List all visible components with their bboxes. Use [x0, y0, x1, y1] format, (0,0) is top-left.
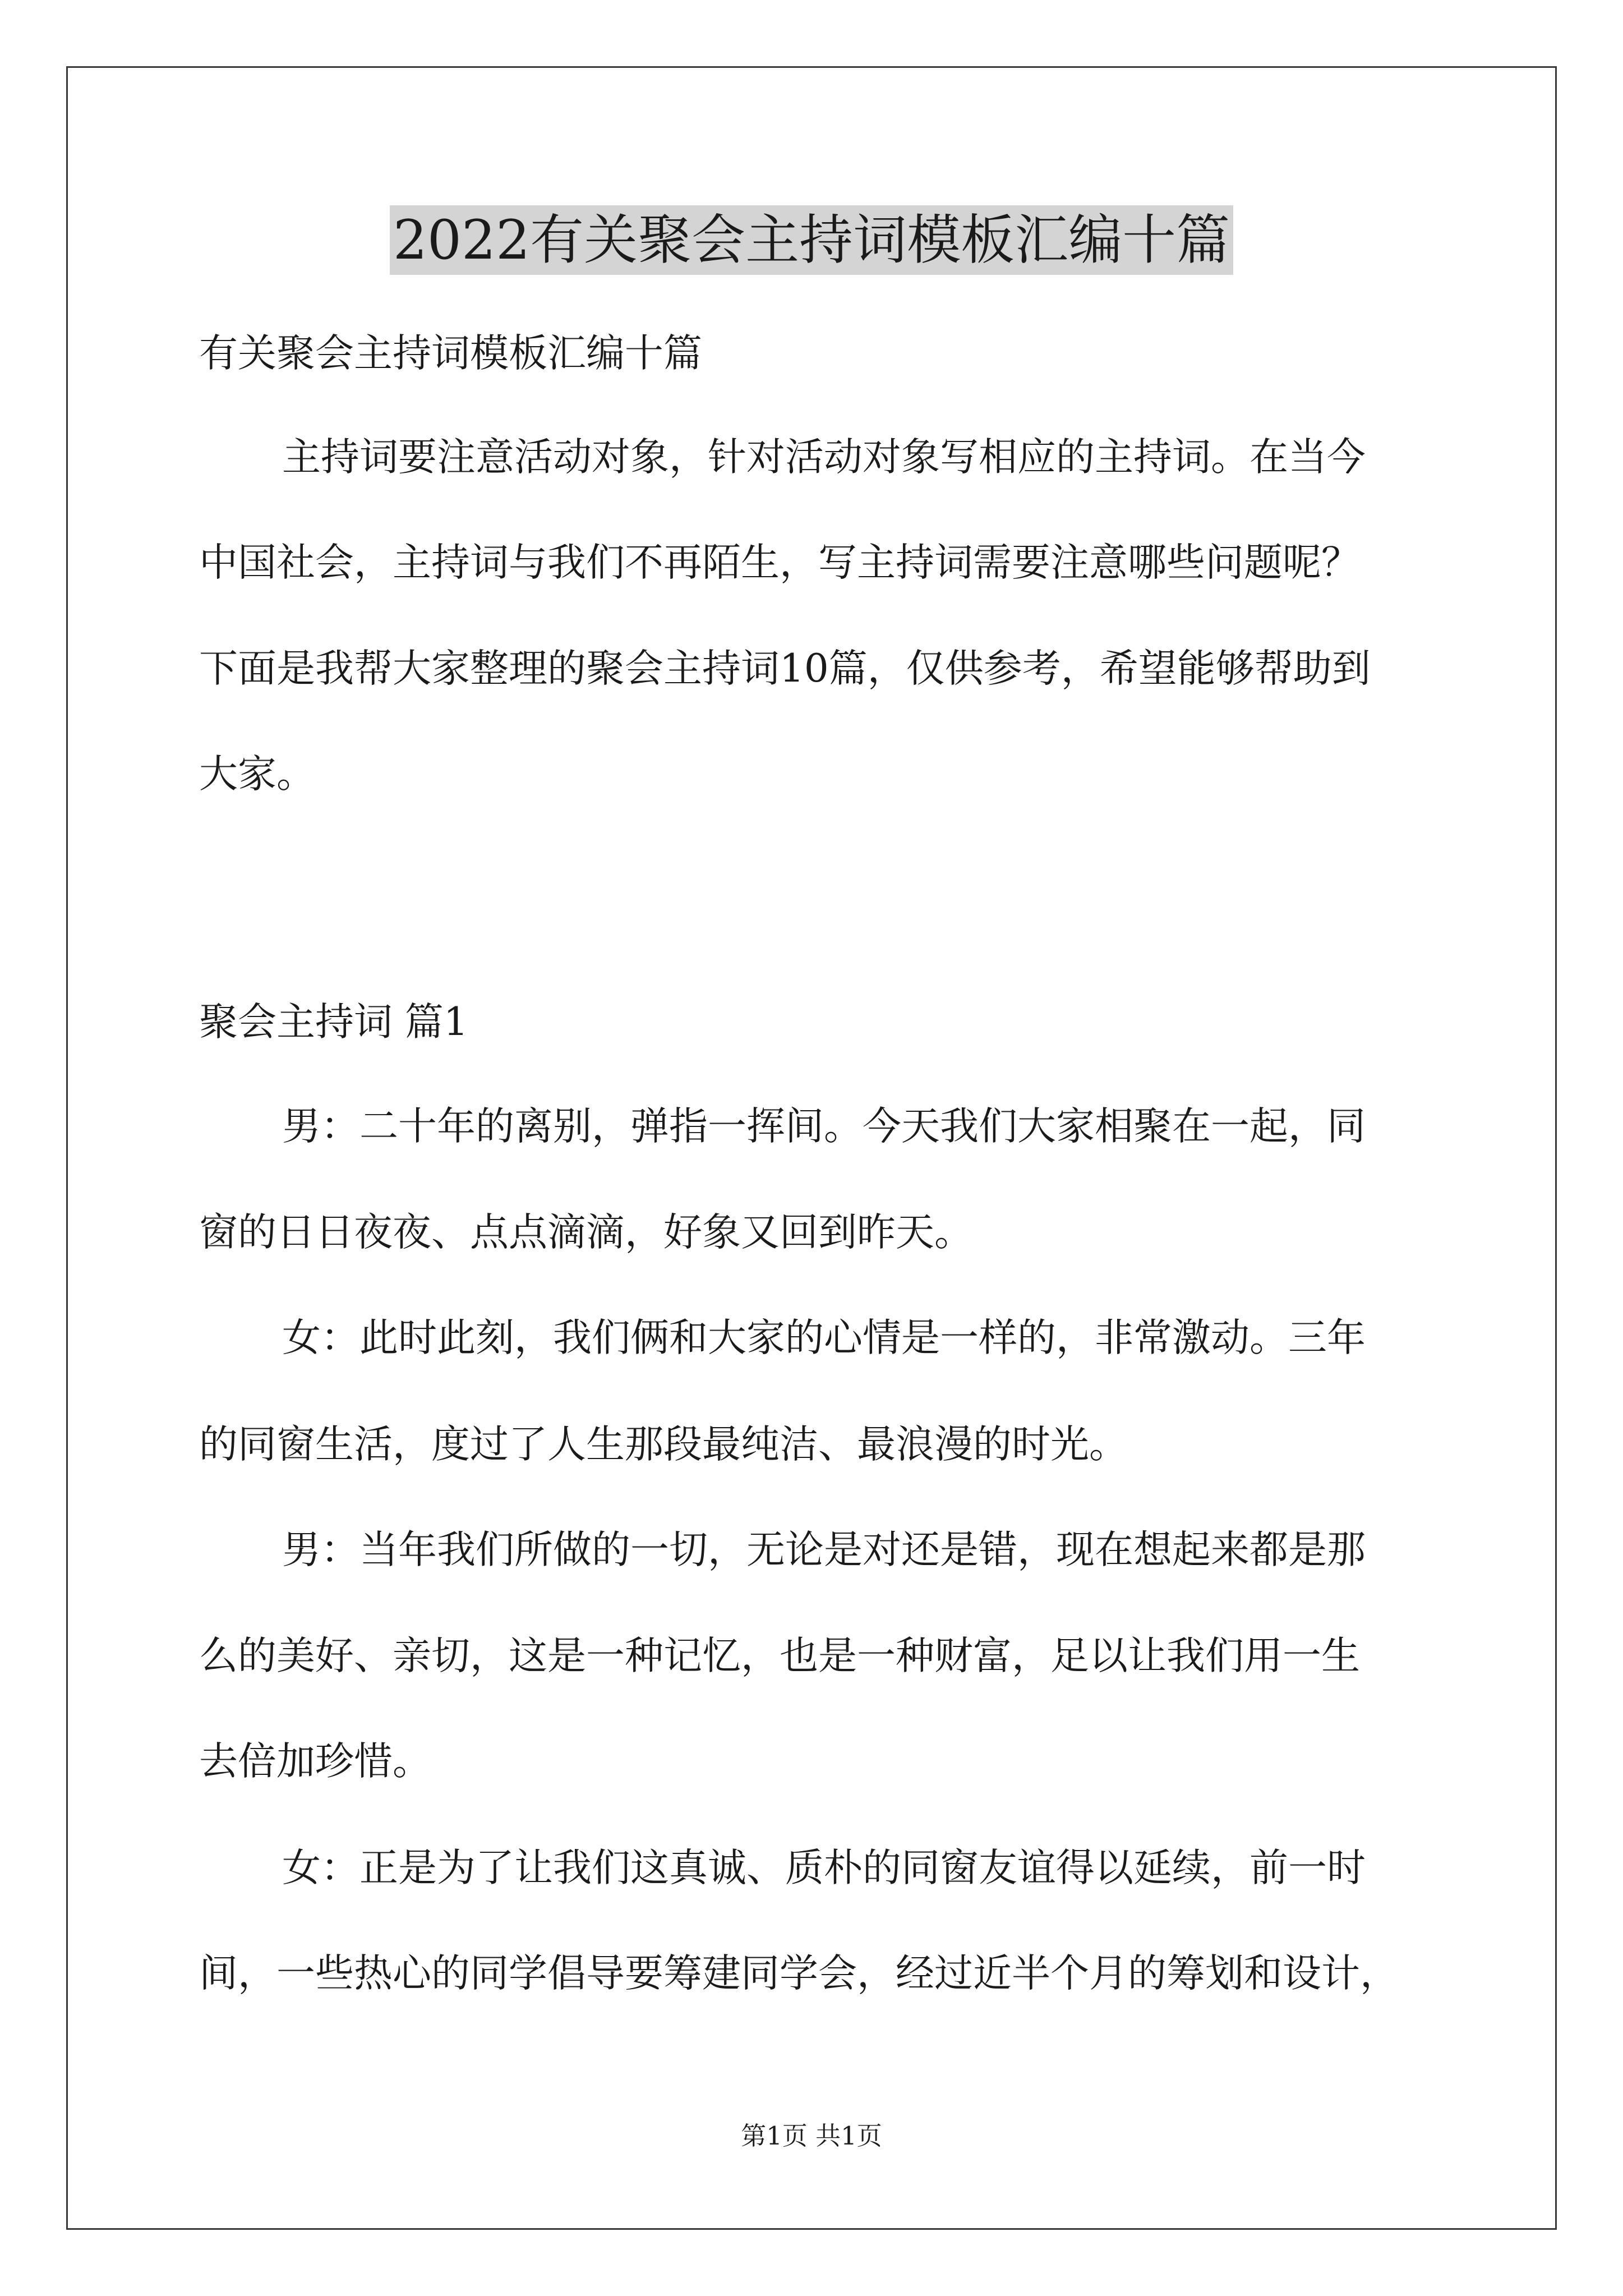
body-line-6: 么的美好、亲切，这是一种记忆，也是一种财富，足以让我们用一生	[199, 1634, 1360, 1678]
body-line-7: 去倍加珍惜。	[199, 1739, 431, 1784]
intro-line-2: 中国社会，主持词与我们不再陌生，写主持词需要注意哪些问题呢？	[199, 540, 1360, 585]
page-footer: 第1页 共1页	[741, 2121, 882, 2151]
body-line-3: 女：此时此刻，我们俩和大家的心情是一样的，非常激动。三年	[282, 1315, 1366, 1360]
body-line-2: 窗的日日夜夜、点点滴滴，好象又回到昨天。	[199, 1210, 973, 1255]
body-line-4: 的同窗生活，度过了人生那段最纯洁、最浪漫的时光。	[199, 1422, 1128, 1467]
body-line-9: 间，一些热心的同学倡导要筹建同学会，经过近半个月的筹划和设计，	[199, 1951, 1399, 1996]
document-title	[0, 203, 1623, 277]
body-line-8: 女：正是为了让我们这真诚、质朴的同窗友谊得以延续，前一时	[282, 1846, 1366, 1890]
section-heading: 聚会主持词 篇1	[199, 1000, 468, 1045]
intro-line-1: 主持词要注意活动对象，针对活动对象写相应的主持词。在当今	[282, 435, 1366, 480]
intro-line-3: 下面是我帮大家整理的聚会主持词10篇，仅供参考，希望能够帮助到	[199, 646, 1371, 691]
intro-line-4: 大家。	[199, 752, 315, 797]
body-line-1: 男：二十年的离别，弹指一挥间。今天我们大家相聚在一起，同	[282, 1104, 1366, 1149]
document-title-text: 2022有关聚会主持词模板汇编十篇	[390, 205, 1233, 275]
body-line-5: 男：当年我们所做的一切，无论是对还是错，现在想起来都是那	[282, 1527, 1366, 1572]
subtitle-line: 有关聚会主持词模板汇编十篇	[199, 331, 702, 376]
